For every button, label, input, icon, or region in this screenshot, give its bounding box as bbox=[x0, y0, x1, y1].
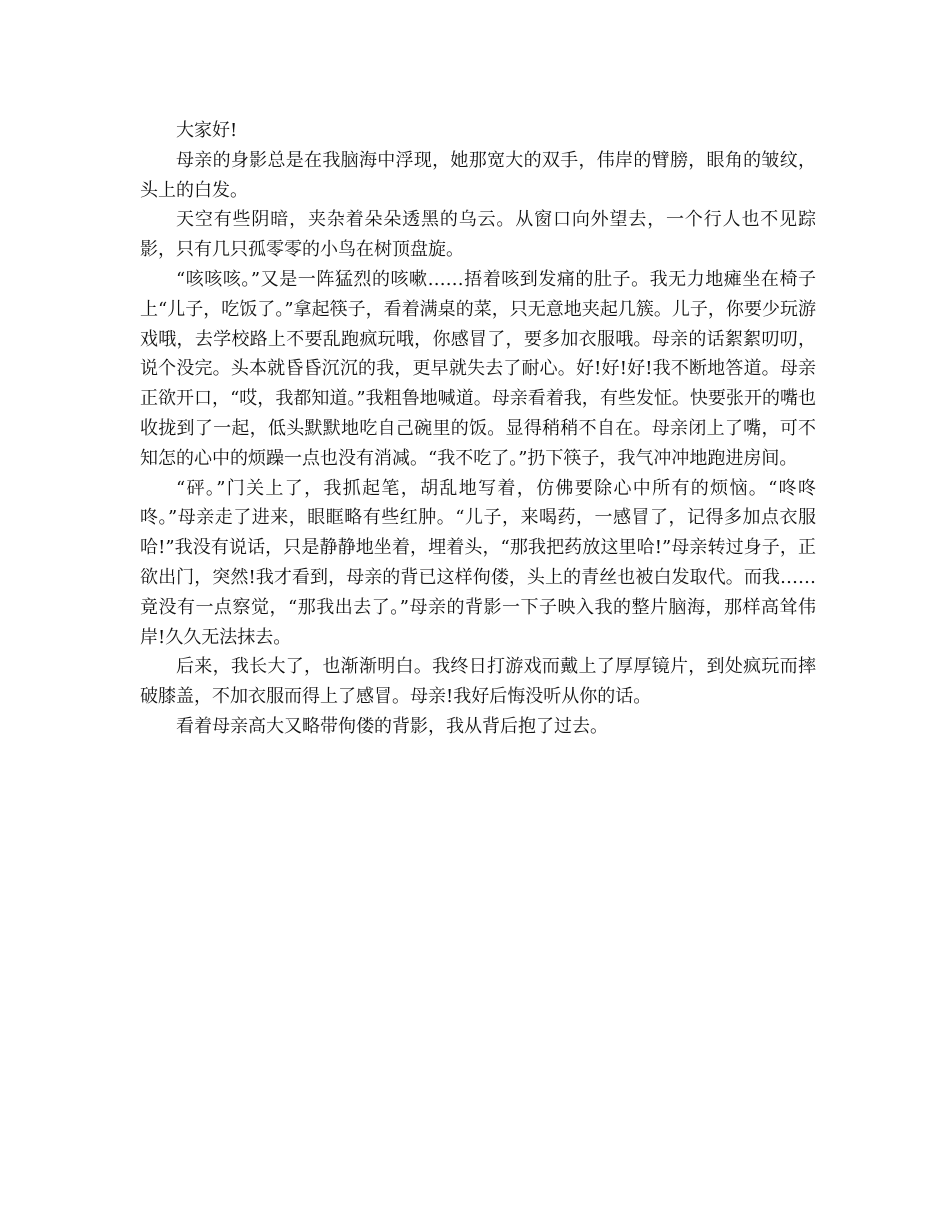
paragraph-mother-image: 母亲的身影总是在我脑海中浮现，她那宽大的双手，伟岸的臂膀，眼角的皱纹，头上的白发。 bbox=[140, 149, 816, 201]
paragraph-greeting: 大家好! bbox=[176, 120, 238, 141]
paragraph-room: “砰。”门关上了，我抓起笔，胡乱地写着，仿佛要除心中所有的烦恼。“咚咚咚。”母亲走了进来，眼眶略有些红肿。“儿子，来喝药，一感冒了，记得多加点衣服哈!”我没有说话，只是静静地坐着，埋着头，“那我把药放这里哈!”母亲转过身子，正欲出门，突然!我才看到，母亲的背已这样佝偻，头上的青丝也被白发取代。而我……竟没有一点察觉，“那我出去了。”母亲的背影一下子映入我的整片脑海，那样高耸伟岸!久久无法抹去。 bbox=[140, 477, 816, 648]
essay-body bbox=[140, 116, 816, 742]
paragraph-growing-up: 后来，我长大了，也渐渐明白。我终日打游戏而戴上了厚厚镜片，到处疯玩而摔破膝盖，不加衣服而得上了感冒。母亲!我好后悔没听从你的话。 bbox=[140, 656, 816, 708]
paragraph-weather: 天空有些阴暗，夹杂着朵朵透黑的乌云。从窗口向外望去，一个行人也不见踪影，只有几只孤零零的小鸟在树顶盘旋。 bbox=[140, 209, 816, 261]
paragraph-ending: 看着母亲高大又略带佝偻的背影，我从背后抱了过去。 bbox=[176, 715, 608, 737]
paragraph-dinner: “咳咳咳。”又是一阵猛烈的咳嗽……捂着咳到发痛的肚子。我无力地瘫坐在椅子上“儿子，吃饭了。”拿起筷子，看着满桌的菜，只无意地夹起几簇。儿子，你要少玩游戏哦，去学校路上不要乱跑疯玩哦，你感冒了，要多加衣服哦。母亲的话絮絮叨叨，说个没完。头本就昏昏沉沉的我，更早就失去了耐心。好!好!好!我不断地答道。母亲正欲开口，“哎，我都知道。”我粗鲁地喊道。母亲看着我，有些发怔。快要张开的嘴也收拢到了一起，低头默默地吃自己碗里的饭。显得稍稍不自在。母亲闭上了嘴，可不知怎的心中的烦躁一点也没有消减。“我不吃了。”扔下筷子，我气冲冲地跑进房间。 bbox=[140, 268, 816, 469]
